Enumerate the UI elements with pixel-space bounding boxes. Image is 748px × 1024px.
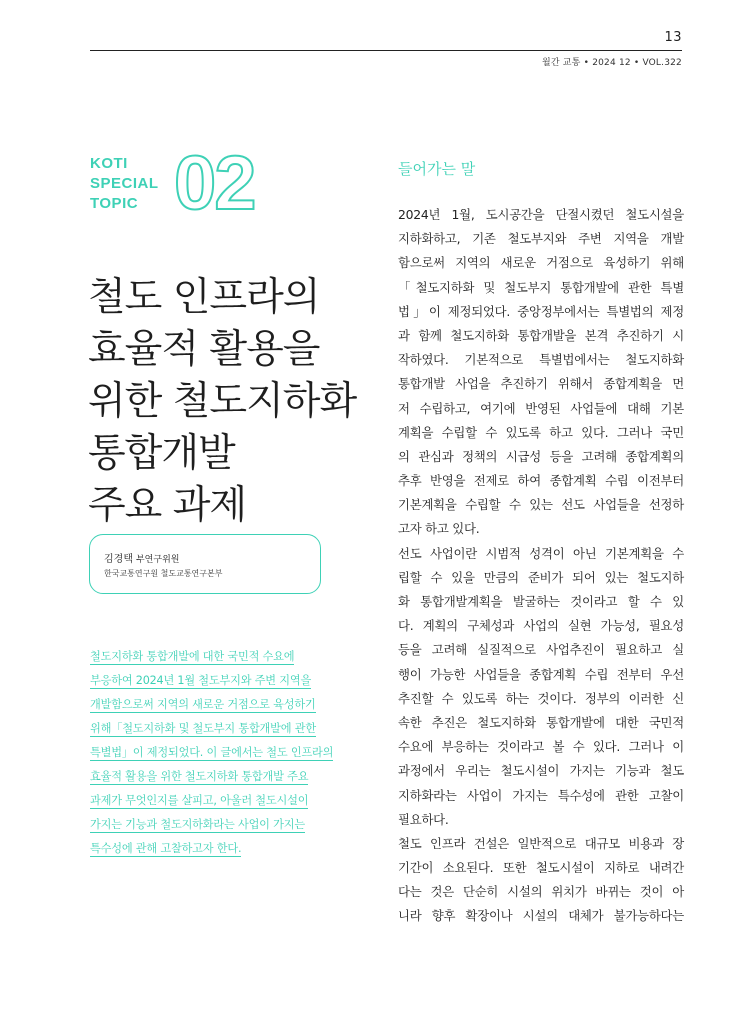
body-line: 계획을 수립할 수 있도록 하고 있다. 그러나 국민 [398,424,684,440]
special-topic-badge [90,141,270,226]
author-role: 부연구위원 [135,555,180,565]
body-line: 수요에 부응하는 것이라고 볼 수 있다. 그러나 이 [398,739,684,755]
body-line: 법」이 제정되었다. 중앙정부에서는 특별법의 제정 [398,303,684,319]
body-line: 기본계획을 수립할 수 있는 선도 사업들을 선정하 [398,497,684,513]
body-line: 작하였다. 기본적으로 특별법에서는 철도지하화 [398,352,684,368]
author-org: 한국교통연구원 철도교통연구본부 [104,569,223,578]
body-line: 과 함께 철도지하화 통합개발을 본격 추진하기 시 [398,327,684,343]
body-line: 저 수립하고, 여기에 반영된 사업들에 대해 기본 [398,400,684,416]
body-line: 선도 사업이란 시범적 성격이 아닌 기본계획을 수 [398,545,684,561]
title-line: 철도 인프라의 [88,275,320,320]
body-line: 다. 계획의 구체성과 사업의 실현 가능성, 필요성 [398,618,684,634]
author-name: 김경택 [104,554,133,565]
title-line: 효율적 활용을 [88,327,320,372]
abstract [90,645,352,861]
body-line: 지하화라는 사업이 가지는 특수성에 관한 고찰이 [398,787,684,803]
badge-line-koti: KOTI [90,155,128,172]
badge-label [90,154,159,214]
header-rule [90,50,682,51]
body-line: 다는 것은 단순히 시설의 위치가 바뀌는 것이 아 [398,884,684,900]
abstract-line: 효율적 활용을 위한 철도지하화 통합개발 주요 [90,770,309,783]
badge-line-special: SPECIAL [90,175,159,192]
body-line: 등을 고려해 실질적으로 사업추진이 필요하고 실 [398,642,684,658]
body-line: 철도 인프라 건설은 일반적으로 대규모 비용과 장 [398,835,684,851]
body-line: 함으로써 지역의 새로운 거점으로 육성하기 위해 [398,255,684,271]
body-line: 기간이 소요된다. 또한 철도시설이 지하로 내려간 [398,860,684,876]
running-head: 월간 교통 • 2024 12 • VOL.322 [541,58,682,68]
body-line: 추후 반영을 전제로 하여 종합계획 수립 이전부터 [398,473,684,489]
abstract-line: 철도지하화 통합개발에 대한 국민적 수요에 [90,650,295,663]
topic-number: 02 [174,141,255,226]
body-line: 속한 추진은 철도지하화 통합개발에 대한 국민적 [398,714,684,730]
title-line: 위한 철도지하화 [88,379,357,424]
body-line: 2024년 1월, 도시공간을 단절시켰던 철도시설을 [398,207,684,222]
section-heading: 들어가는 말 [398,160,476,178]
body-line: 추진할 수 있도록 하는 것이다. 정부의 이러한 신 [398,690,684,706]
title-line: 주요 과제 [88,483,247,528]
body-text [398,203,684,929]
body-line: 지하화하고, 기존 철도부지와 주변 지역을 개발 [398,231,684,247]
badge-line-topic: TOPIC [90,195,139,212]
abstract-line: 개발함으로써 지역의 새로운 거점으로 육성하기 [90,698,316,711]
abstract-line: 과제가 무엇인지를 살피고, 아울러 철도시설이 [90,794,309,807]
body-line: 니라 향후 확장이나 시설의 대체가 불가능하다는 [398,908,684,924]
body-line: 립할 수 있을 만큼의 준비가 되어 있는 철도지하 [398,569,684,585]
title-line: 통합개발 [88,431,235,476]
abstract-line: 가지는 기능과 철도지하화라는 사업이 가지는 [90,818,305,831]
body-line: 행이 가능한 사업들을 종합계획 수립 전부터 우선 [398,666,684,682]
body-line: 통합개발 사업을 추진하기 위해서 종합계획을 먼 [398,376,684,392]
abstract-line: 부응하여 2024년 1월 철도부지와 주변 지역을 [90,674,312,687]
abstract-line: 위해「철도지하화 및 철도부지 통합개발에 관한 [90,722,316,735]
article-title [88,272,378,532]
body-line: 고자 하고 있다. [398,521,480,537]
page-number: 13 [664,30,682,45]
body-line: 과정에서 우리는 철도시설이 가지는 기능과 철도 [398,763,684,779]
body-line: 「철도지하화 및 철도부지 통합개발에 관한 특별 [398,279,684,295]
body-line: 필요하다. [398,811,449,827]
body-line: 의 관심과 정책의 시급성 등을 고려해 종합계획의 [398,448,684,464]
author-box [89,534,321,594]
abstract-line: 특수성에 관해 고찰하고자 한다. [90,842,242,855]
body-line: 화 통합개발계획을 발굴하는 것이라고 할 수 있 [398,594,684,609]
abstract-line: 특별법」이 제정되었다. 이 글에서는 철도 인프라의 [90,746,334,759]
author-name-line [104,550,179,565]
